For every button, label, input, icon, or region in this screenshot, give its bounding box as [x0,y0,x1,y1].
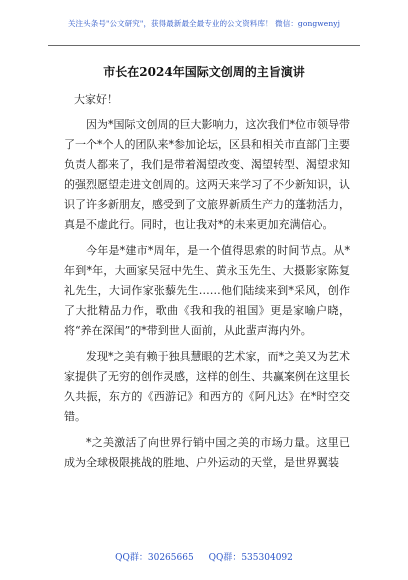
document-title: 市长在2024年国际文创周的主旨演讲 [103,65,305,79]
paragraph: *之美激活了向世界行销中国之美的市场力量。这里已成为全球极限挑战的胜地、户外运动的天堂，是世界翼装 [64,436,350,469]
paragraph: 今年是*建市*周年，是一个值得思索的时间节点。从*年到*年，大画家吴冠中先生、黄永玉先生、大摄影家陈复礼先生，大词作家张藜先生……他们陆续来到*采风，创作了大批精品力作，歌曲《我和我的祖国》更是家喻户晓，将“养在深闺”的*带到世人面前，从此蜚声海内外。 [64,244,350,337]
header-divider [48,45,360,46]
footer [0,550,408,563]
paragraph: 发现*之美有赖于独具慧眼的艺术家，而*之美又为艺术家提供了无穷的创作灵感，这样的创生、共赢案例在这里长久共振，东方的《西游记》和西方的《阿凡达》在*时空交错。 [64,350,350,423]
qq-group-1: QQ群：30265665 [115,553,194,563]
promo-header: 关注头条号"公文研究"，获得最新最全最专业的公文资料库！ 微信：gongwenyj [67,19,341,28]
qq-group-2: QQ群：535304092 [208,553,293,563]
paragraph: 因为*国际文创周的巨大影响力，这次我们*位市领导带了一个*个人的团队来*参加论坛，区县和相关市直部门主要负责人都来了，我们是带着渴望改变、渴望转型、渴望求知的强烈愿望走进文创周的。这两天来学习了不少新知识，认识了许多新朋友，感受到了文旅界新质生产力的蓬勃活力，真是不虚此行。同时，也让我对*的未来更加充满信心。 [64,118,350,231]
greeting: 大家好！ [74,93,118,106]
document-body [64,90,350,479]
